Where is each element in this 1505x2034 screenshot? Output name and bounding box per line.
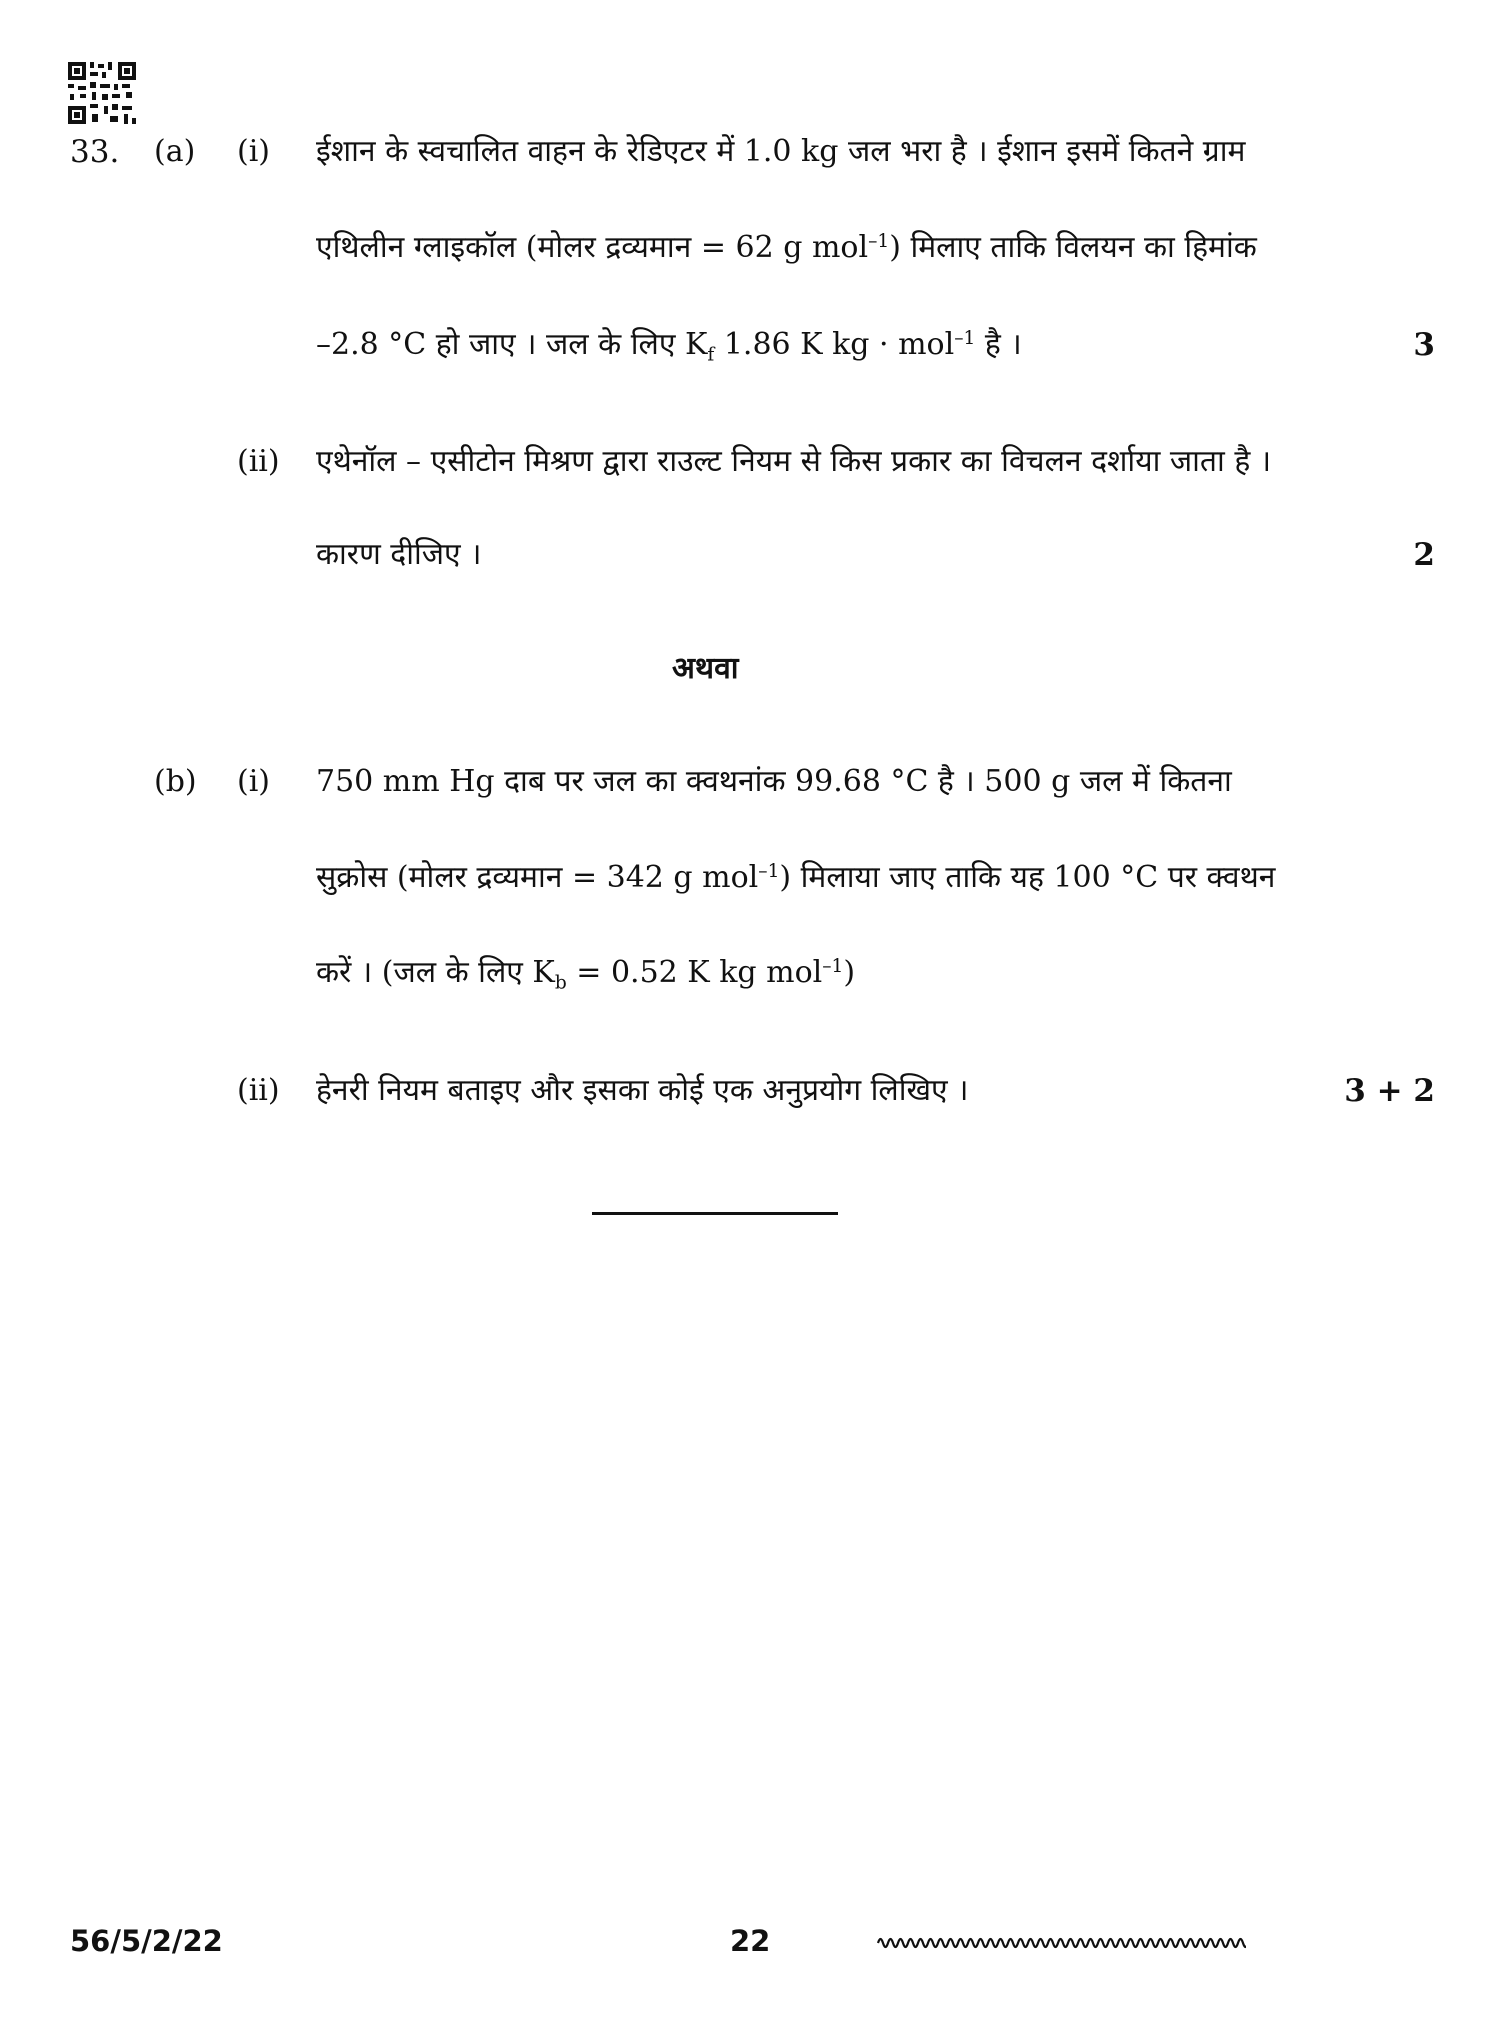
or-heading: अथवा bbox=[672, 651, 739, 686]
qr-code-icon bbox=[66, 60, 138, 126]
part-a-i-line3: –2.8 °C हो जाए । जल के लिए $K_f$ 1.86 K kg · mol$^{-1}$ है । bbox=[316, 327, 1022, 366]
part-b-i-line3: करें । (जल के लिए $K_b = 0.52$ K kg mol$^{-1}$) bbox=[316, 955, 856, 994]
part-b-i-label: (i) bbox=[237, 764, 271, 799]
question-number: 33. bbox=[70, 134, 120, 170]
part-a-i-marks: 3 bbox=[1413, 327, 1435, 363]
part-b-i-line2: सुक्रोस (मोलर द्रव्यमान = 342 g mol$^{-1}$) मिलाया जाए ताकि यह 100 °C पर क्वथन bbox=[316, 860, 1276, 895]
end-divider bbox=[592, 1212, 838, 1215]
part-b-ii-line1: हेनरी नियम बताइए और इसका कोई एक अनुप्रयोग लिखिए । bbox=[316, 1073, 969, 1108]
wavy-line-icon bbox=[876, 1930, 1246, 1956]
footer-code: 56/5/2/22 bbox=[70, 1924, 223, 1958]
part-a-ii-label: (ii) bbox=[237, 444, 280, 479]
part-a-i-label: (i) bbox=[237, 134, 271, 169]
part-a-ii-marks: 2 bbox=[1413, 537, 1435, 573]
part-b-i-line1: 750 mm Hg दाब पर जल का क्वथनांक 99.68 °C है । 500 g जल में कितना bbox=[316, 764, 1232, 799]
part-a-i-line1: ईशान के स्वचालित वाहन के रेडिएटर में 1.0 kg जल भरा है । ईशान इसमें कितने ग्राम bbox=[316, 134, 1246, 169]
part-a-ii-line1: एथेनॉल – एसीटोन मिश्रण द्वारा राउल्ट नियम से किस प्रकार का विचलन दर्शाया जाता है । bbox=[316, 444, 1272, 479]
part-b-ii-label: (ii) bbox=[237, 1073, 280, 1108]
part-a-ii-line2: कारण दीजिए । bbox=[316, 537, 482, 572]
part-b-ii-marks: 3 + 2 bbox=[1344, 1073, 1435, 1109]
part-a-label: (a) bbox=[154, 134, 196, 169]
part-a-i-line2: एथिलीन ग्लाइकॉल (मोलर द्रव्यमान = 62 g mol$^{-1}$) मिलाए ताकि विलयन का हिमांक bbox=[316, 230, 1257, 265]
page-number: 22 bbox=[730, 1924, 771, 1958]
part-b-label: (b) bbox=[154, 764, 197, 799]
